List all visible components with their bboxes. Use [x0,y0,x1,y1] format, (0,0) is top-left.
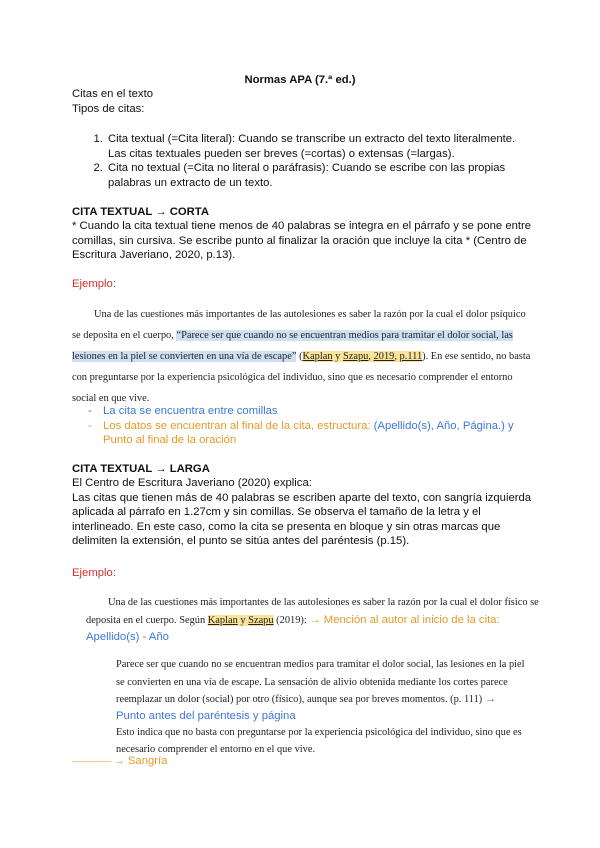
heading-cita-corta: CITA TEXTUAL → CORTA [72,206,210,218]
block-quote-text: reemplazar un dolor (social) por otro (físico), aunque sea por breves momentos. (p. 111) [116,694,485,705]
long-description [72,476,542,549]
block-quote-line: Esto indica que no basta con preguntarse por la experiencia psicológica del individuo, sino que es [116,726,522,738]
note-author-format: Apellido(s) - Año [86,631,169,643]
list-item-text: 1. Cita textual (=Cita literal): Cuando se transcribe un extracto del texto literalmente. [108,133,516,145]
list-item-cita-no-textual [106,161,576,190]
block-quote-line: necesario comprender el entorno en el que vive. [116,744,316,755]
sangria-label: → Sangría [110,755,168,767]
example-text: se deposita en el cuerpo, [72,330,177,341]
example-label-short: Ejemplo: [72,278,116,290]
note-comillas [72,404,542,419]
separator: , [368,351,374,362]
example-label-long: Ejemplo: [72,567,116,579]
example-text: ). En ese sentido, no basta [422,351,531,362]
arrow-icon: → [484,693,497,705]
note-text: La cita se encuentra entre comillas [103,405,278,417]
example-line: con preguntarse por la experiencia psicológica del individuo, sino que es necesario comprender el entorno [72,372,513,383]
citation-page: p.111 [399,351,423,362]
sangria-note [72,754,167,770]
example-text: deposita en el cuerpo. Según [86,615,208,626]
note-datos [72,419,542,448]
example-line: Una de las cuestiones más importantes de las autolesiones es saber la razón por la cual el dolor físico se [108,597,539,608]
example-line [72,346,534,367]
description-line: interlineado. En este caso, como la cita se presenta en bloque y sin otras marcas que [72,520,501,533]
example-line [86,612,546,630]
separator: , [394,351,400,362]
author-szapu: Szapu [342,351,369,362]
block-quote-line [116,691,536,709]
note-structure: (Apellido(s), Año, Página.) y [373,419,514,432]
heading-cita-larga: CITA TEXTUAL → LARGA [72,463,210,475]
author-kaplan: Kaplan [207,615,238,626]
example-line: social en que vive. [72,393,150,404]
note-author-mention: → Mención al autor al inicio de la cita: [309,614,500,626]
intro-line-citas: Citas en el texto [72,88,154,100]
citation-types-list [72,132,576,190]
block-quote-line: Parece ser que cuando no se encuentran medios para tramitar el dolor social, las lesiones en la piel [116,659,525,670]
note-period-before-parenthesis: Punto antes del paréntesis y página [116,709,296,722]
author-kaplan: Kaplan [302,351,333,362]
intro-line-tipos: Tipos de citas: [72,102,145,115]
dash-bullet: - [88,405,92,417]
block-quote [116,656,536,759]
list-item-cita-textual [106,132,576,161]
description-line: * Cuando la cita textual tiene menos de 40 palabras se integra en el párrafo y se pone entre [72,220,532,232]
citation-year: 2019 [373,351,395,362]
list-item-text: 2. Cita no textual (=Cita no literal o paráfrasis): Cuando se escribe con las propias [108,162,506,175]
example-text: (2019): [273,615,310,626]
note-text: Punto al final de la oración [103,434,237,447]
document-title: Normas APA (7.ª ed.) [244,74,356,86]
author-szapu: Szapu [248,615,274,626]
description-line: delimiten la extensión, el punto se sitúa antes del paréntesis (p.15). [72,535,410,548]
short-description [72,219,542,263]
quote-highlight: lesiones en la piel se convierten en una vía de escape” [72,351,297,362]
long-example-intro [86,594,546,645]
list-item-text: Las citas textuales pueden ser breves (=cortas) o extensas (=largas). [108,147,455,160]
author-joiner: y [237,615,249,626]
sangria-dashes: ———·—·— [72,757,111,766]
example-text: ( [296,351,303,362]
intro [72,87,532,116]
example-line: Una de las cuestiones más importantes de las autolesiones es saber la razón por la cual el dolor psíquico [94,309,526,320]
description-line: comillas, sin cursiva. Se escribe punto al finalizar la oración que incluye la cita * (Centro de [72,234,527,247]
short-notes-list [72,404,542,448]
dash-bullet: - [88,419,92,432]
block-quote-line: se convierten en una vía de escape. La sensación de alivio obtenida mediante los cortes parece [116,676,508,688]
example-line [72,325,534,346]
description-line: aplicada al párrafo en 1.27cm y sin comillas. Se observa el tamaño de la letra y el [72,506,481,519]
quote-highlight: “Parece ser que cuando no se encuentran medios para tramitar el dolor social, las [176,330,513,341]
short-example-paragraph [72,304,534,409]
note-text: Los datos se encuentran al final de la cita, estructura: [103,419,374,432]
description-line: Escritura Javeriano, 2020, p.13). [72,249,236,262]
description-line: El Centro de Escritura Javeriano (2020) explica: [72,477,312,489]
author-joiner: y [332,351,343,362]
description-line: Las citas que tienen más de 40 palabras se escriben aparte del texto, con sangría izquierda [72,491,532,504]
list-item-text: palabras un extracto de un texto. [108,176,273,189]
